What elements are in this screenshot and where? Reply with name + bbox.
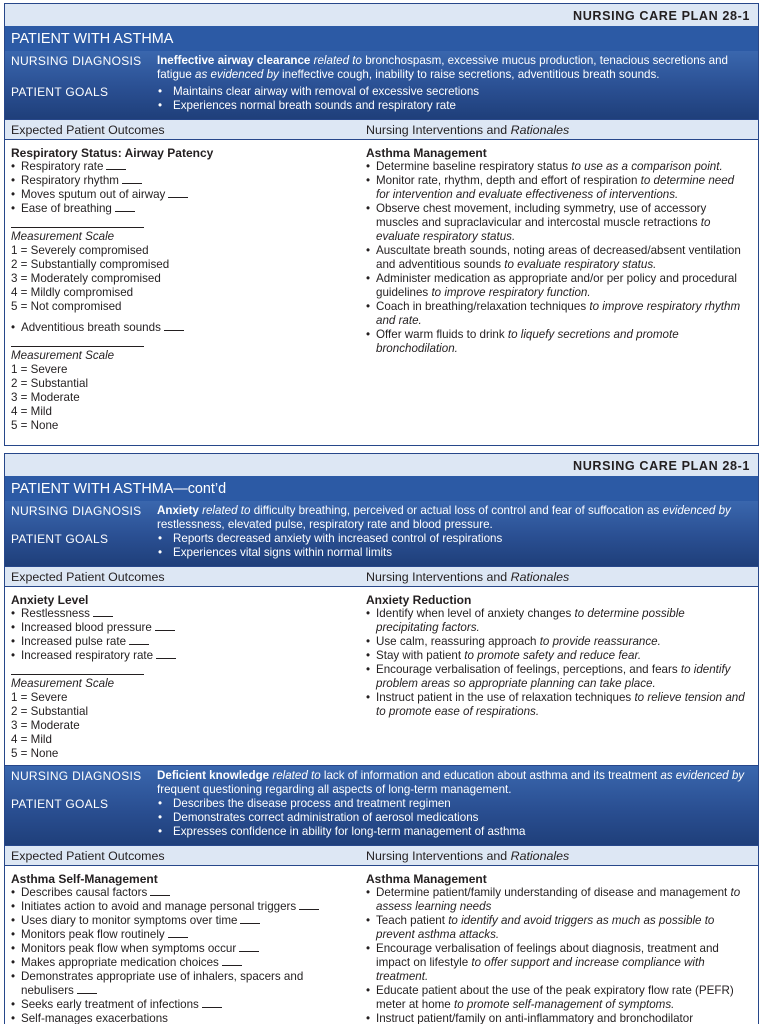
- column-headers: [5, 566, 758, 587]
- outcome-item: • Initiates action to avoid and manage personal triggers: [11, 900, 356, 914]
- intervention-item: • Observe chest movement, including symmetry, use of accessory muscles and supraclavicular and intercostal muscle retractions to evaluate respiratory status.: [366, 202, 746, 244]
- outcome-title: Anxiety Level: [11, 593, 89, 607]
- intervention-title: Asthma Management: [366, 872, 487, 886]
- intervention-item: • Teach patient to identify and avoid triggers as much as possible to prevent asthma attacks.: [366, 914, 746, 942]
- intervention-item: • Encourage verbalisation of feelings, perceptions, and fears to identify problem areas so appropriate planning can take place.: [366, 663, 746, 691]
- measurement-scale: 1 = Severely compromised 2 = Substantially compromised 3 = Moderately compromised 4 = Mildly compromised 5 = Not compromised: [11, 244, 170, 313]
- interventions-header: Nursing Interventions and Rationales: [366, 849, 570, 863]
- interventions-header: Nursing Interventions and Rationales: [366, 570, 570, 584]
- patient-title: PATIENT WITH ASTHMA: [5, 26, 758, 51]
- intervention-item: • Coach in breathing/relaxation techniques to improve respiratory rhythm and rate.: [366, 300, 746, 328]
- goal-item: • Experiences vital signs within normal limits: [157, 546, 752, 560]
- intervention-item: • Administer medication as appropriate and/or per policy and procedural guidelines to improve respiratory function.: [366, 272, 746, 300]
- outcomes-column: [5, 587, 360, 765]
- diagnosis-text: Ineffective airway clearance related to bronchospasm, excessive mucus production, tenacious secretions and fatigue as evidenced by ineffective cough, inability to raise secretions, adventitious breath sounds.: [157, 54, 729, 81]
- scale-heading: Measurement Scale: [11, 349, 115, 362]
- intervention-item: • Encourage verbalisation of feelings about diagnosis, treatment and impact on lifestyle to offer support and increase compliance with treatment.: [366, 942, 746, 984]
- diagnosis-label: NURSING DIAGNOSIS: [11, 504, 142, 518]
- goals-list: [157, 797, 752, 839]
- goals-label: PATIENT GOALS: [11, 532, 109, 546]
- plan-title: NURSING CARE PLAN 28-1: [5, 4, 758, 26]
- outcomes-header: Expected Patient Outcomes: [11, 849, 165, 863]
- divider: [11, 216, 144, 228]
- diagnosis-block: [5, 765, 758, 845]
- interventions-column: [360, 587, 758, 765]
- plan-title: NURSING CARE PLAN 28-1: [5, 454, 758, 476]
- outcome-item: • Restlessness: [11, 607, 356, 621]
- outcomes-header: Expected Patient Outcomes: [11, 123, 165, 137]
- intervention-item: • Auscultate breath sounds, noting areas of decreased/absent ventilation and adventitious sounds to evaluate respiratory status.: [366, 244, 746, 272]
- intervention-item: • Instruct patient/family on anti-inflammatory and bronchodilator: [366, 1012, 746, 1024]
- care-plan-2: [4, 453, 759, 1024]
- goal-item: • Maintains clear airway with removal of excessive secretions: [157, 85, 752, 99]
- intervention-item: • Instruct patient in the use of relaxation techniques to relieve tension and to promote ease of respirations.: [366, 691, 746, 719]
- diagnosis-label: NURSING DIAGNOSIS: [11, 769, 142, 783]
- goal-item: • Expresses confidence in ability for long-term management of asthma: [157, 825, 752, 839]
- outcome-item: • Increased blood pressure: [11, 621, 356, 635]
- outcome-item: • Increased respiratory rate: [11, 649, 356, 663]
- intervention-item: • Offer warm fluids to drink to liquefy secretions and promote bronchodilation.: [366, 328, 746, 356]
- goal-item: • Reports decreased anxiety with increased control of respirations: [157, 532, 752, 546]
- divider: [11, 663, 144, 675]
- outcomes-column: [5, 866, 360, 1024]
- measurement-scale: 1 = Severe 2 = Substantial 3 = Moderate 4 = Mild 5 = None: [11, 363, 89, 432]
- goal-item: • Experiences normal breath sounds and respiratory rate: [157, 99, 752, 113]
- interventions-column: [360, 140, 758, 433]
- outcome-item: • Uses diary to monitor symptoms over time: [11, 914, 356, 928]
- measurement-scale: 1 = Severe 2 = Substantial 3 = Moderate 4 = Mild 5 = None: [11, 691, 89, 760]
- outcome-item: • Moves sputum out of airway: [11, 188, 356, 202]
- intervention-item: • Use calm, reassuring approach to provide reassurance.: [366, 635, 746, 649]
- goals-list: [157, 85, 752, 113]
- intervention-title: Asthma Management: [366, 146, 487, 160]
- outcome-item: • Ease of breathing: [11, 202, 356, 216]
- diagnosis-block: [5, 501, 758, 566]
- column-headers: [5, 845, 758, 866]
- outcome-title: Asthma Self-Management: [11, 872, 158, 886]
- patient-title: PATIENT WITH ASTHMA—cont’d: [5, 476, 758, 501]
- divider: [11, 335, 144, 347]
- goals-label: PATIENT GOALS: [11, 85, 109, 99]
- outcome-item: • Increased pulse rate: [11, 635, 356, 649]
- outcome-item: • Respiratory rhythm: [11, 174, 356, 188]
- column-headers: [5, 119, 758, 140]
- outcomes-column: [5, 140, 360, 433]
- outcome-item: • Makes appropriate medication choices: [11, 956, 356, 970]
- outcomes-header: Expected Patient Outcomes: [11, 570, 165, 584]
- intervention-title: Anxiety Reduction: [366, 593, 472, 607]
- diagnosis-label: NURSING DIAGNOSIS: [11, 54, 142, 68]
- intervention-item: • Stay with patient to promote safety and reduce fear.: [366, 649, 746, 663]
- scale-heading: Measurement Scale: [11, 230, 115, 243]
- diagnosis-text: Deficient knowledge related to lack of information and education about asthma and its treatment as evidenced by frequent questioning regarding all aspects of long-term management.: [157, 769, 745, 796]
- interventions-column: [360, 866, 758, 1024]
- outcome-item: • Demonstrates appropriate use of inhalers, spacers and nebulisers: [11, 970, 356, 998]
- scale-heading: Measurement Scale: [11, 677, 115, 690]
- goals-list: [157, 532, 752, 560]
- interventions-header: Nursing Interventions and Rationales: [366, 123, 570, 137]
- goal-item: • Describes the disease process and treatment regimen: [157, 797, 752, 811]
- intervention-item: • Monitor rate, rhythm, depth and effort of respiration to determine need for intervention and evaluate effectiveness of interventions.: [366, 174, 746, 202]
- outcome-item: • Describes causal factors: [11, 886, 356, 900]
- outcome-item: • Adventitious breath sounds: [11, 321, 356, 335]
- outcome-item: • Monitors peak flow when symptoms occur: [11, 942, 356, 956]
- care-plan-1: [4, 3, 759, 446]
- diagnosis-text: Anxiety related to difficulty breathing, perceived or actual loss of control and fear of suffocation as evidenced by restlessness, elevated pulse, respiratory rate and blood pressure.: [157, 504, 731, 531]
- goal-item: • Demonstrates correct administration of aerosol medications: [157, 811, 752, 825]
- intervention-item: • Educate patient about the use of the peak expiratory flow rate (PEFR) meter at home to promote self-management of symptoms.: [366, 984, 746, 1012]
- outcome-item: • Monitors peak flow routinely: [11, 928, 356, 942]
- goals-label: PATIENT GOALS: [11, 797, 109, 811]
- intervention-item: • Identify when level of anxiety changes to determine possible precipitating factors.: [366, 607, 746, 635]
- intervention-item: • Determine patient/family understanding of disease and management to assess learning needs: [366, 886, 746, 914]
- outcome-item: • Seeks early treatment of infections: [11, 998, 356, 1012]
- diagnosis-block: [5, 51, 758, 119]
- outcome-item: • Respiratory rate: [11, 160, 356, 174]
- outcome-title: Respiratory Status: Airway Patency: [11, 146, 214, 160]
- outcome-item: • Self-manages exacerbations: [11, 1012, 356, 1024]
- intervention-item: • Determine baseline respiratory status to use as a comparison point.: [366, 160, 746, 174]
